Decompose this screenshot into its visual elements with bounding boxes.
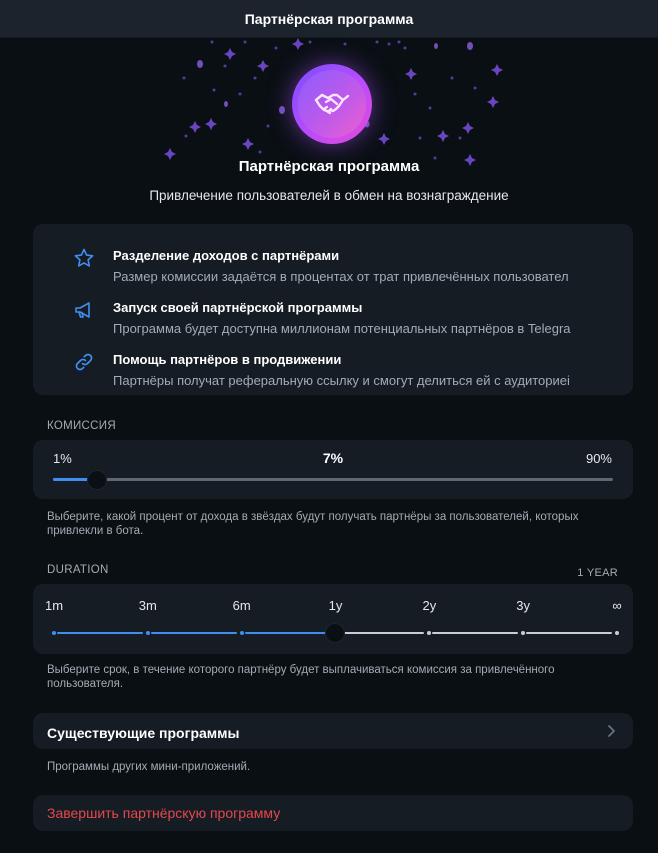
duration-section-label: DURATION — [47, 564, 109, 576]
duration-track-segment — [432, 632, 518, 634]
duration-tick[interactable] — [146, 631, 150, 635]
duration-track-segment — [151, 632, 237, 634]
duration-slider-handle[interactable] — [325, 623, 345, 643]
duration-track-segment — [57, 632, 143, 634]
megaphone-icon — [73, 299, 95, 321]
chevron-right-icon — [605, 723, 619, 739]
commission-slider-card — [33, 440, 633, 499]
commission-slider-track[interactable] — [53, 478, 613, 481]
duration-hint: Выберите срок, в течение которого партнёру будет выплачиваться комиссия за привлечённого пользователя. — [47, 664, 555, 690]
duration-option-label[interactable]: 3y — [516, 598, 531, 613]
commission-hint: Выберите, какой процент от дохода в звёздах будут получать партнёры за пользователей, которых привлекли в бота. — [47, 511, 579, 537]
feature-title: Запуск своей партнёрской программы — [113, 300, 363, 315]
handshake-icon — [312, 84, 352, 124]
commission-current-value: 7% — [322, 450, 344, 466]
duration-option-label[interactable]: 3m — [138, 598, 157, 613]
duration-selected-label: 1 YEAR — [577, 567, 618, 579]
duration-tick[interactable] — [427, 631, 431, 635]
end-program-button[interactable] — [33, 795, 633, 831]
hero-title: Партнёрская программа — [238, 158, 420, 175]
handshake-badge — [292, 64, 372, 144]
duration-option-label[interactable]: 2y — [422, 598, 437, 613]
feature-promotion-help — [33, 336, 633, 388]
duration-option-label[interactable]: ∞ — [612, 598, 622, 613]
duration-option-label[interactable]: 1m — [44, 598, 64, 613]
feature-description: Партнёры получат реферальную ссылку и смогут делиться ей с аудиториеі — [113, 373, 570, 388]
commission-min-label: 1% — [53, 451, 72, 466]
window-title: Партнёрская программа — [244, 10, 414, 27]
duration-tick[interactable] — [240, 631, 244, 635]
existing-programs-title: Существующие программы — [47, 725, 240, 741]
star-icon — [73, 247, 95, 269]
feature-title: Помощь партнёров в продвижении — [113, 352, 342, 367]
duration-option-label[interactable]: 1y — [328, 598, 343, 613]
feature-title: Разделение доходов с партнёрами — [113, 248, 340, 263]
link-icon — [73, 351, 95, 373]
hero-section — [0, 38, 658, 213]
existing-programs-row[interactable] — [33, 713, 633, 749]
duration-track-segment — [526, 632, 612, 634]
end-program-label: Завершить партнёрскую программу — [47, 805, 281, 821]
duration-tick[interactable] — [52, 631, 56, 635]
duration-tick[interactable] — [615, 631, 619, 635]
commission-section-label: КОМИССИЯ — [47, 420, 116, 432]
duration-track-segment — [245, 632, 331, 634]
feature-launch-program — [33, 284, 633, 336]
window-title-bar — [0, 0, 658, 38]
feature-description: Программа будет доступна миллионам потенциальных партнёров в Telegra — [113, 321, 571, 336]
duration-tick[interactable] — [521, 631, 525, 635]
duration-track-segment — [339, 632, 425, 634]
commission-max-label: 90% — [585, 451, 612, 466]
commission-slider-handle[interactable] — [87, 470, 107, 490]
existing-programs-hint: Программы других мини-приложений. — [47, 761, 251, 773]
feature-description: Размер комиссии задаётся в процентах от трат привлечённых пользовател — [113, 269, 569, 284]
duration-option-label[interactable]: 6m — [232, 598, 251, 613]
feature-revenue-share — [33, 232, 633, 284]
hero-subtitle: Привлечение пользователей в обмен на вознаграждение — [149, 188, 509, 203]
features-card — [33, 224, 633, 395]
duration-slider-card — [33, 584, 633, 654]
